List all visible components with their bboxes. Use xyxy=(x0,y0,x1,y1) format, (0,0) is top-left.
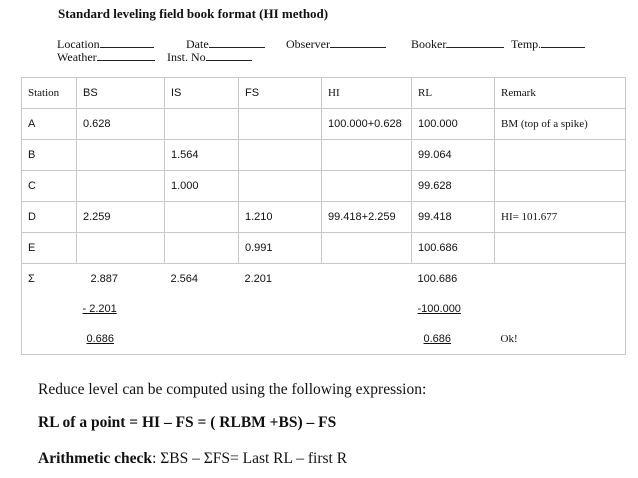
table-row xyxy=(22,140,626,171)
result-bs-value: 0.686 xyxy=(86,333,115,345)
station-cell: C xyxy=(22,171,77,202)
observer-field xyxy=(286,37,386,51)
result-bs-cell xyxy=(77,324,165,355)
station-cell: B xyxy=(22,140,77,171)
table-row xyxy=(22,109,626,140)
hi-cell xyxy=(322,171,412,202)
header-bs: BS xyxy=(77,78,165,109)
is-cell xyxy=(165,109,239,140)
fs-cell: 1.210 xyxy=(239,202,322,233)
location-field xyxy=(57,37,154,51)
remark-cell xyxy=(495,233,626,264)
rl-cell: 99.064 xyxy=(412,140,495,171)
station-cell: D xyxy=(22,202,77,233)
location-label: Location xyxy=(57,37,100,51)
page-title: Standard leveling field book format (HI method) xyxy=(58,6,329,21)
weather-label: Weather xyxy=(57,50,97,64)
fs-cell xyxy=(239,140,322,171)
bs-cell: 0.628 xyxy=(77,109,165,140)
rl-cell: 100.686 xyxy=(412,233,495,264)
weather-field xyxy=(57,50,155,64)
subtract-rl-value: -100.000 xyxy=(417,303,461,315)
inst-no-label: Inst. No xyxy=(167,50,206,64)
sum-row xyxy=(22,264,626,295)
bs-cell xyxy=(77,233,165,264)
hi-cell xyxy=(322,233,412,264)
remark-cell xyxy=(495,140,626,171)
sum-rl-cell: 100.686 xyxy=(417,273,458,285)
header-hi: HI xyxy=(322,78,412,109)
sum-station-cell: Σ xyxy=(22,264,77,295)
field-book-table xyxy=(21,77,626,355)
subtract-row xyxy=(22,294,626,324)
is-cell xyxy=(165,202,239,233)
remark-cell xyxy=(495,171,626,202)
rl-cell: 99.628 xyxy=(412,171,495,202)
remark-cell: HI= 101.677 xyxy=(495,202,626,233)
arithmetic-check-formula: : ΣBS – ΣFS= Last RL – first R xyxy=(152,450,348,467)
sum-remark-cell xyxy=(495,264,626,295)
result-row xyxy=(22,324,626,355)
observer-label: Observer xyxy=(286,37,330,51)
bs-cell xyxy=(77,171,165,202)
header-remark: Remark xyxy=(495,78,626,109)
station-cell: E xyxy=(22,233,77,264)
header-rl: RL xyxy=(412,78,495,109)
sum-hi-cell xyxy=(322,264,412,295)
temp-field xyxy=(511,37,585,51)
hi-cell xyxy=(322,140,412,171)
arithmetic-check-label: Arithmetic check xyxy=(38,450,153,467)
table-row xyxy=(22,171,626,202)
remark-cell: BM (top of a spike) xyxy=(495,109,626,140)
hi-cell: 99.418+2.259 xyxy=(322,202,412,233)
station-cell: A xyxy=(22,109,77,140)
rl-cell: 100.000 xyxy=(412,109,495,140)
temp-label: Temp. xyxy=(511,37,542,51)
sum-is-cell: 2.564 xyxy=(170,273,199,285)
hi-cell: 100.000+0.628 xyxy=(322,109,412,140)
is-cell xyxy=(165,233,239,264)
header-station: Station xyxy=(22,78,77,109)
inst-no-field xyxy=(167,50,252,64)
is-cell: 1.000 xyxy=(165,171,239,202)
fs-cell: 0.991 xyxy=(239,233,322,264)
result-rl-value: 0.686 xyxy=(423,333,452,345)
arithmetic-check-line xyxy=(38,450,347,468)
bs-cell xyxy=(77,140,165,171)
result-rl-cell xyxy=(412,324,495,355)
subtract-bs-cell xyxy=(77,294,165,324)
sum-bs-cell: 2.887 xyxy=(90,273,119,285)
booker-field xyxy=(411,37,504,51)
bs-cell: 2.259 xyxy=(77,202,165,233)
date-field xyxy=(186,37,265,51)
table-row xyxy=(22,233,626,264)
header-fs: FS xyxy=(239,78,322,109)
table-header-row xyxy=(22,78,626,109)
is-cell: 1.564 xyxy=(165,140,239,171)
date-label: Date xyxy=(186,37,209,51)
header-is: IS xyxy=(165,78,239,109)
result-remark-cell: Ok! xyxy=(495,324,626,355)
table-row xyxy=(22,202,626,233)
booker-label: Booker xyxy=(411,37,447,51)
sum-fs-cell: 2.201 xyxy=(244,273,273,285)
explanation-line-1: Reduce level can be computed using the following expression: xyxy=(38,381,427,398)
subtract-bs-value: - 2.201 xyxy=(82,303,117,315)
fs-cell xyxy=(239,109,322,140)
subtract-rl-cell xyxy=(412,294,495,324)
fs-cell xyxy=(239,171,322,202)
rl-cell: 99.418 xyxy=(412,202,495,233)
explanation-line-2: RL of a point = HI – FS = ( RLBM +BS) – FS xyxy=(38,414,337,431)
